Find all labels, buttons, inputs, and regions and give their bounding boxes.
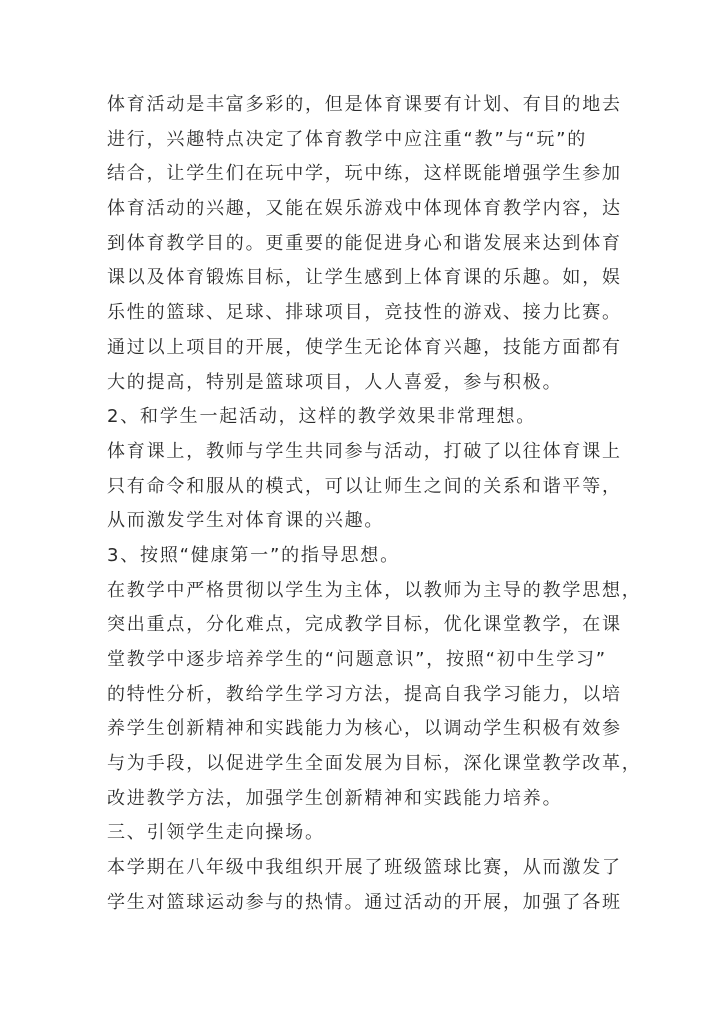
section-heading: 3、按照“健康第一”的指导思想。 [107, 544, 400, 566]
text-line: 的特性分析，教给学生学习方法，提高自我学习能力，以培 [107, 683, 622, 705]
text-line: 大的提高，特别是篮球项目，人人喜爱，参与积极。 [107, 371, 563, 393]
text-line: 结合，让学生们在玩中学，玩中练，这样既能增强学生参加 [107, 163, 622, 185]
text-line: 与为手段，以促进学生全面发展为目标，深化课堂教学改革， [107, 753, 642, 775]
text-line: 本学期在八年级中我组织开展了班级篮球比赛，从而激发了 [107, 857, 622, 879]
text-line: 体育活动的兴趣，又能在娱乐游戏中体现体育教学内容，达 [107, 198, 622, 220]
text-line: 进行，兴趣特点决定了体育教学中应注重“教”与“玩”的 [107, 128, 588, 150]
document-body [107, 88, 642, 921]
section-heading: 2、和学生一起活动，这样的教学效果非常理想。 [107, 406, 537, 428]
text-line: 只有命令和服从的模式，可以让师生之间的关系和谐平等， [107, 475, 622, 497]
text-line: 堂教学中逐步培养学生的“问题意识”，按照“初中生学习” [107, 649, 607, 670]
text-line: 课以及体育锻炼目标，让学生感到上体育课的乐趣。如，娱 [107, 267, 622, 289]
text-line: 体育课上，教师与学生共同参与活动，打破了以往体育课上 [107, 440, 622, 462]
text-line: 体育活动是丰富多彩的，但是体育课要有计划、有目的地去 [107, 94, 622, 115]
text-line: 通过以上项目的开展，使学生无论体育兴趣，技能方面都有 [107, 336, 622, 358]
text-line: 突出重点，分化难点，完成教学目标，优化课堂教学，在课 [107, 614, 622, 636]
text-line: 乐性的篮球、足球、排球项目，竞技性的游戏、接力比赛。 [107, 302, 622, 324]
text-line: 在教学中严格贯彻以学生为主体，以教师为主导的教学思想， [107, 579, 642, 601]
text-line: 到体育教学目的。更重要的能促进身心和谐发展来达到体育 [107, 232, 622, 254]
text-line: 改进教学方法，加强学生创新精神和实践能力培养。 [107, 787, 563, 809]
text-line: 学生对篮球运动参与的热情。通过活动的开展，加强了各班 [107, 891, 622, 913]
section-heading: 三、引领学生走向操场。 [107, 822, 325, 844]
text-line: 养学生创新精神和实践能力为核心，以调动学生积极有效参 [107, 718, 622, 740]
text-line: 从而激发学生对体育课的兴趣。 [107, 510, 385, 532]
